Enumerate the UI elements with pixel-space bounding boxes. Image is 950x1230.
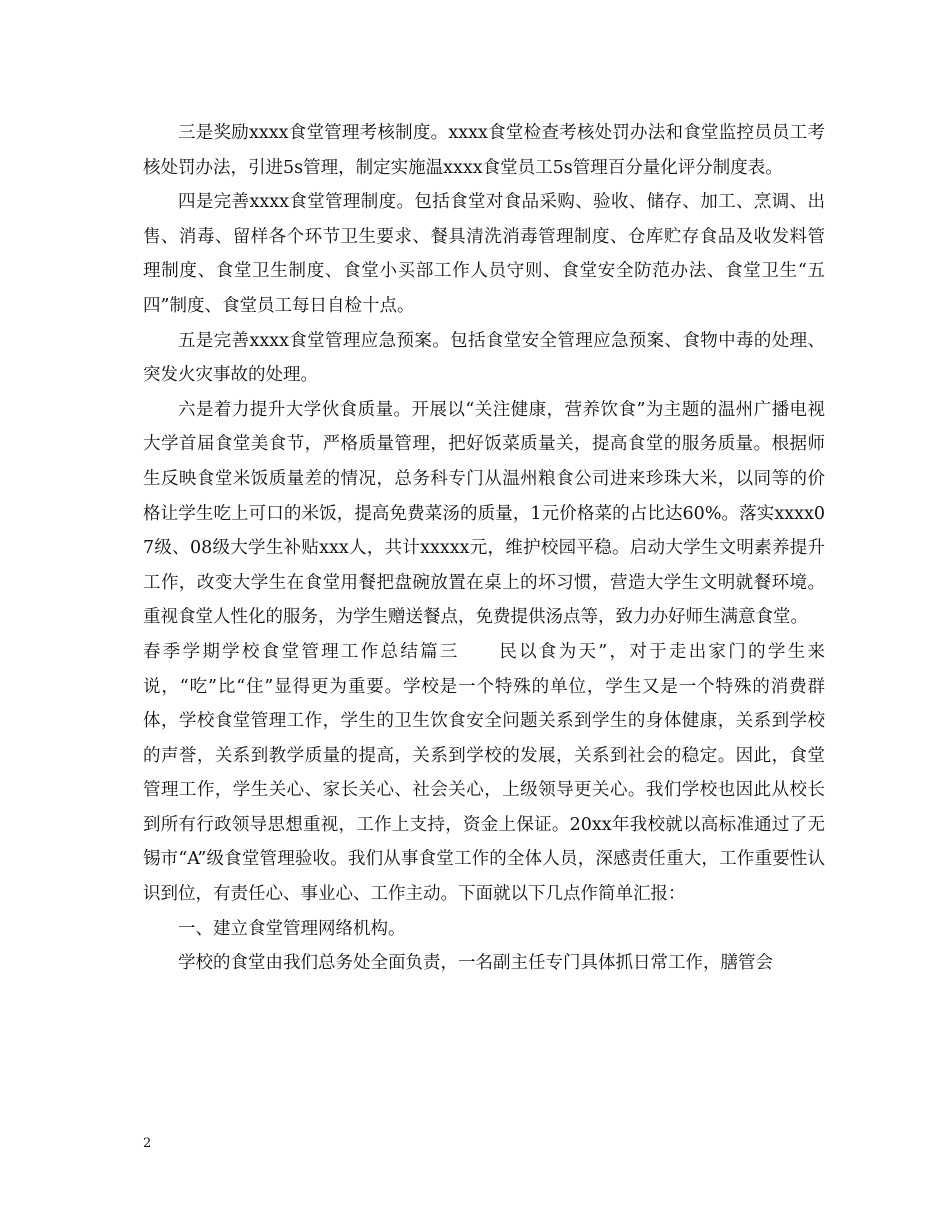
paragraph-emergency-plan: 五是完善xxxx食堂管理应急预案。包括食堂安全管理应急预案、食物中毒的处理、突发火灾事故的处理。 — [143, 330, 825, 386]
paragraph-canteen-responsibility: 学校的食堂由我们总务处全面负责，一名副主任专门具体抓日常工作，膳管会 — [178, 953, 773, 974]
paragraph-management-rules: 四是完善xxxx食堂管理制度。包括食堂对食品采购、验收、储存、加工、烹调、出售、消毒、留样各个环节卫生要求、餐具清洗消毒管理制度、仓库贮存食品及收发料管理制度、食堂卫生制度、食堂小买部工作人员守则、食堂安全防范办法、食堂卫生“五四”制度、食堂员工每日自检十点。 — [143, 192, 825, 316]
page-number: 2 — [143, 1136, 152, 1151]
paragraph-reward-system: 三是奖励xxxx食堂管理考核制度。xxxx食堂检查考核处罚办法和食堂监控员员工考核处罚办法，引进5s管理，制定实施温xxxx食堂员工5s管理百分量化评分制度表。 — [143, 123, 825, 178]
document-body — [143, 116, 825, 981]
paragraph-network-heading: 一、建立食堂管理网络机构。 — [178, 918, 406, 939]
paragraph-summary-part-three: 春季学期学校食堂管理工作总结篇三 民以食为天”，对于走出家门的学生来说，“吃”比“住”显得更为重要。学校是一个特殊的单位，学生又是一个特殊的消费群体，学校食堂管理工作，学生的卫生饮食安全问题关系到学生的身体健康，关系到学校的声誉，关系到教学质量的提高，关系到学校的发展，关系到社会的稳定。因此，食堂管理工作，学生关心、家长关心、社会关心，上级领导更关心。我们学校也因此从校长到所有行政领导思想重视，工作上支持，资金上保证。20xx年我校就以高标准通过了无锡市“A”级食堂管理验收。我们从事食堂工作的全体人员，深感责任重大，工作重要性认识到位，有责任心、事业心、工作主动。下面就以下几点作简单汇报： — [143, 641, 825, 905]
paragraph-food-quality: 六是着力提升大学伙食质量。开展以“关注健康，营养饮食”为主题的温州广播电视大学首届食堂美食节，严格质量管理，把好饭菜质量关，提高食堂的服务质量。根据师生反映食堂米饭质量差的情况，总务科专门从温州粮食公司进来珍珠大米，以同等的价格让学生吃上可口的米饭，提高免费菜汤的质量，1元价格菜的占比达60%。落实xxxx07级、08级大学生补贴xxx人，共计xxxxx元，维护校园平稳。启动大学生文明素养提升工作，改变大学生在食堂用餐把盘碗放置在桌上的坏习惯，营造大学生文明就餐环境。重视食堂人性化的服务，为学生赠送餐点，免费提供汤点等，致力办好师生满意食堂。 — [143, 399, 825, 628]
